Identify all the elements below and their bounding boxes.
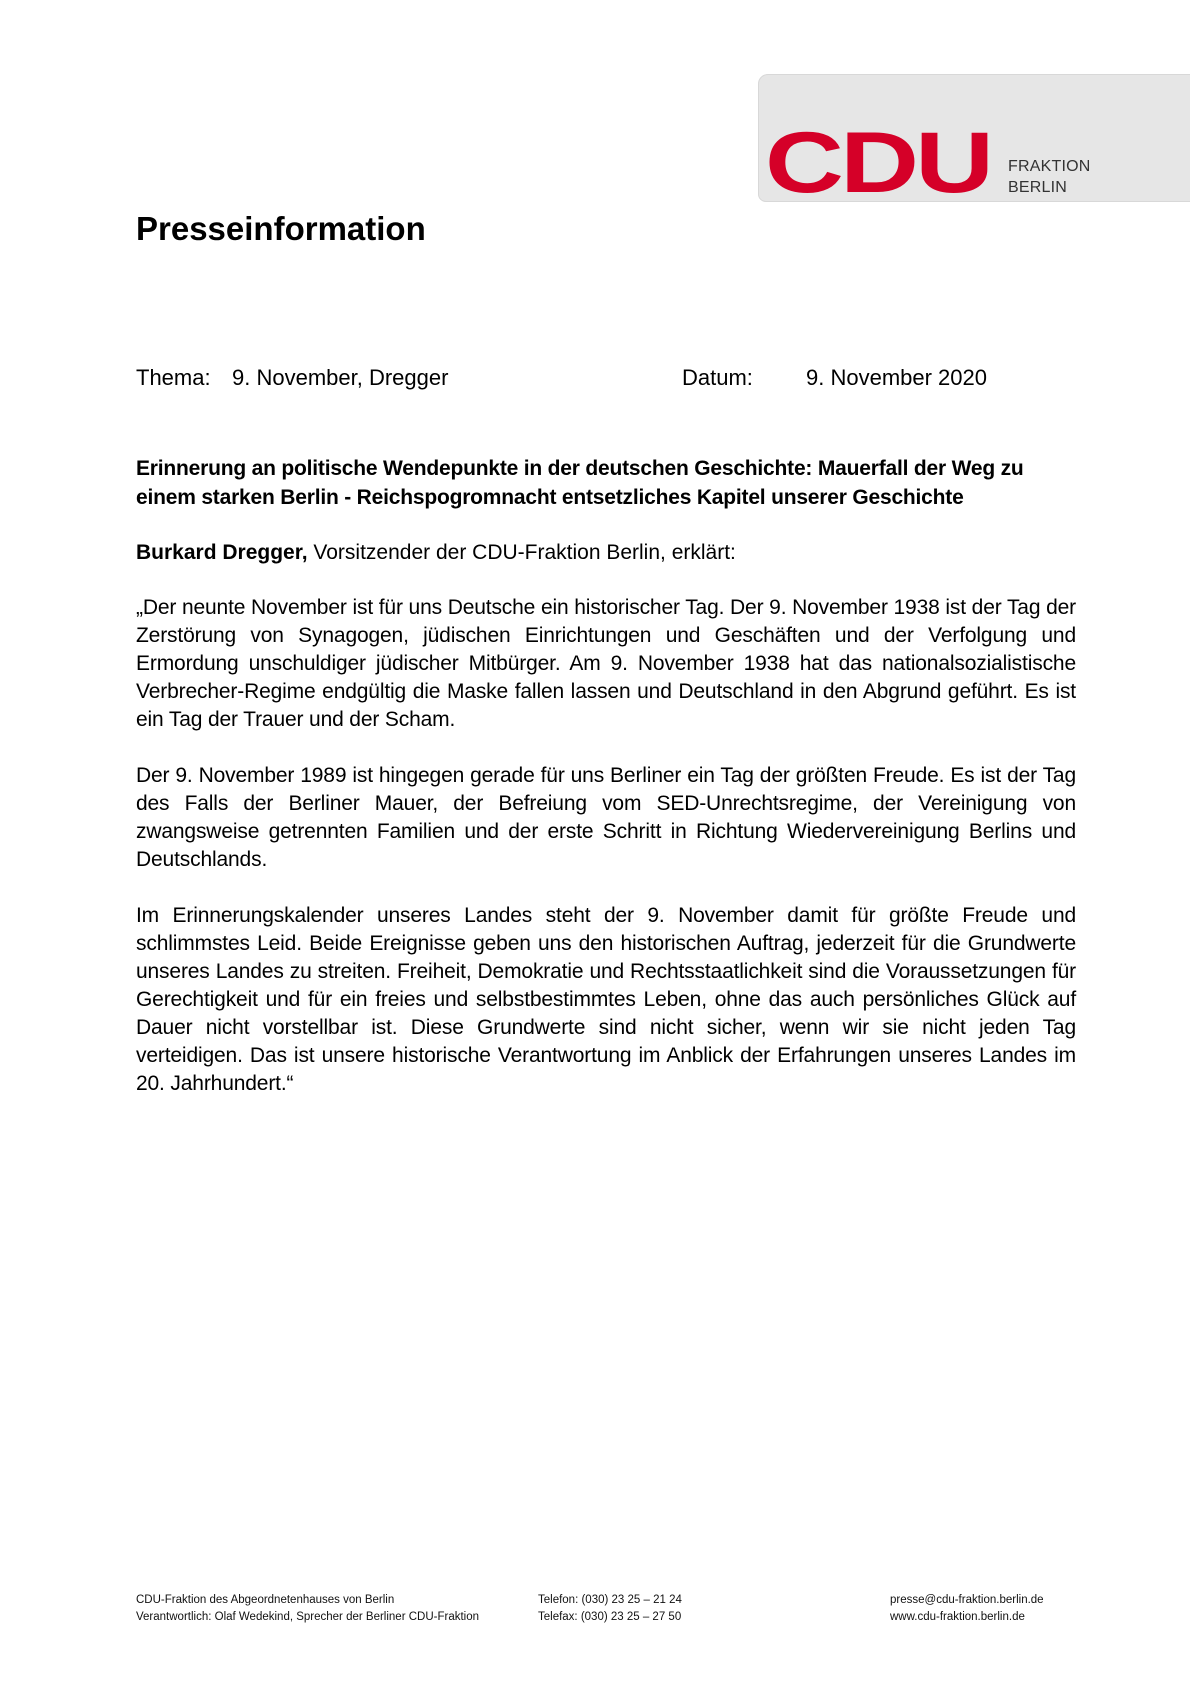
footer-email-link[interactable]: presse@cdu-fraktion.berlin.de bbox=[890, 1594, 1044, 1606]
footer-contact-phone bbox=[538, 1592, 682, 1626]
footer-phone: Telefon: (030) 23 25 – 21 24 bbox=[538, 1594, 682, 1606]
footer-contact-online bbox=[890, 1592, 1044, 1626]
body-paragraph-2: Der 9. November 1989 ist hingegen gerade für uns Berliner ein Tag der größten Freude. Es ist der Tag des Falls der Berliner Mauer, der Befreiung vom SED-Unrechtsregime, der Vereinigung von zwangsweise getrennten Familien und der erste Schritt in Richtung Wiedervereinigung Berlins und Deutschlands. bbox=[136, 764, 1076, 871]
footer-fax: Telefax: (030) 23 25 – 27 50 bbox=[538, 1611, 682, 1623]
logo-subtitle-line-1: FRAKTION bbox=[1008, 158, 1091, 175]
thema-label: Thema: bbox=[136, 365, 211, 390]
speaker-line bbox=[136, 538, 1076, 567]
page-title: Presseinformation bbox=[136, 210, 426, 247]
footer-org-name: CDU-Fraktion des Abgeordnetenhauses von Berlin bbox=[136, 1594, 395, 1606]
speaker-name: Burkard Dregger, bbox=[136, 541, 308, 564]
cdu-logo-wordmark: CDU bbox=[765, 115, 991, 211]
body-paragraph-1: „Der neunte November ist für uns Deutsche ein historischer Tag. Der 9. November 1938 ist der Tag der Zerstörung von Synagogen, jüdischen Einrichtungen und Geschäften und der Verfolgung und Ermordung unschuldiger jüdischer Mitbürger. Am 9. November 1938 hat das nationalsozialistische Verbrecher-Regime endgültig die Maske fallen lassen und Deutschland in den Abgrund geführt. Es ist ein Tag der Trauer und der Scham. bbox=[136, 596, 1076, 731]
footer-responsible: Verantwortlich: Olaf Wedekind, Sprecher der Berliner CDU-Fraktion bbox=[136, 1611, 480, 1623]
footer-website-link[interactable]: www.cdu-fraktion.berlin.de bbox=[890, 1611, 1025, 1623]
logo-subtitle bbox=[1008, 156, 1091, 198]
footer-organization bbox=[136, 1592, 479, 1626]
body-paragraph-3: Im Erinnerungskalender unseres Landes steht der 9. November damit für größte Freude und schlimmstes Leid. Beide Ereignisse geben uns den historischen Auftrag, jederzeit für die Grundwerte unseres Landes zu streiten. Freiheit, Demokratie und Rechtsstaatlichkeit sind die Voraussetzungen für Gerechtigkeit und für ein freies und selbstbestimmtes Leben, ohne das auch persönliches Glück auf Dauer nicht vorstellbar ist. Diese Grundwerte sind nicht sicher, wenn wir sie nicht jeden Tag verteidigen. Das ist unsere historische Verantwortung im Anblick der Erfahrungen unseres Landes im 20. Jahrhundert.“ bbox=[136, 904, 1076, 1095]
logo-subtitle-line-2: BERLIN bbox=[1008, 179, 1067, 196]
thema-value: 9. November, Dregger bbox=[232, 365, 449, 390]
datum-label: Datum: bbox=[682, 365, 753, 390]
press-headline: Erinnerung an politische Wendepunkte in der deutschen Geschichte: Mauerfall der Weg zu einem starken Berlin - Reichspogromnacht entsetzliches Kapitel unserer Geschichte bbox=[136, 457, 1024, 509]
datum-value: 9. November 2020 bbox=[806, 365, 987, 390]
speaker-role: Vorsitzender der CDU-Fraktion Berlin, erklärt: bbox=[307, 541, 736, 564]
